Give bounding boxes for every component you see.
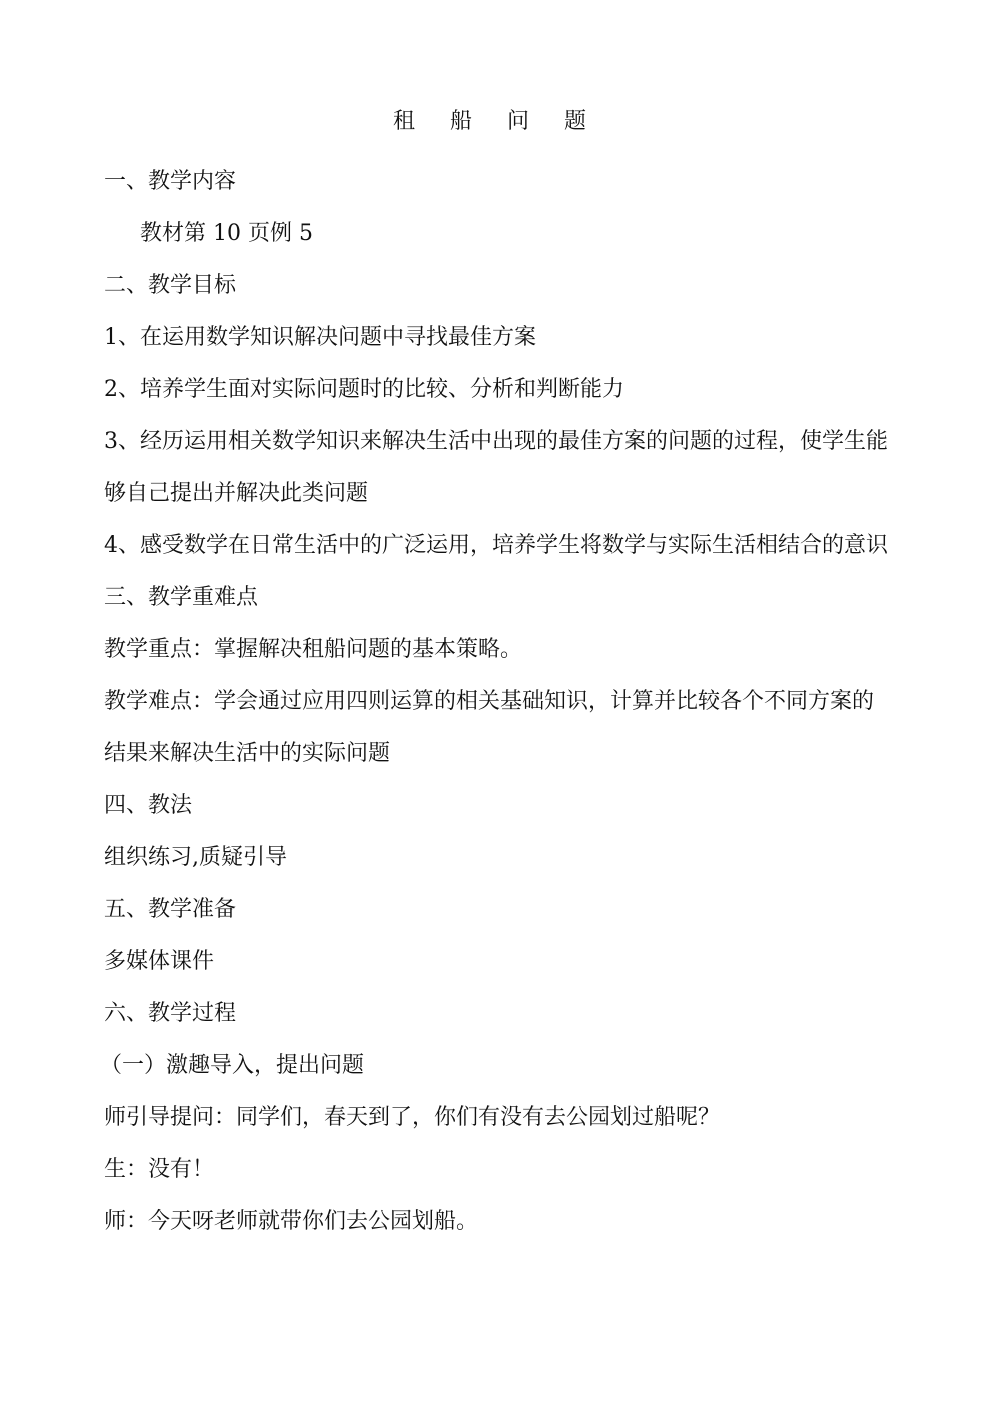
section-heading-key-points: 三、教学重难点	[104, 585, 259, 610]
document-body	[100, 156, 889, 1248]
teaching-method-text: 组织练习,质疑引导	[104, 845, 287, 870]
key-point-text: 教学重点：掌握解决租船问题的基本策略。	[104, 637, 523, 662]
teacher-statement: 师：今天呀老师就带你们去公园划船。	[104, 1209, 479, 1234]
student-answer: 生：没有！	[104, 1157, 215, 1182]
preparation-text: 多媒体课件	[104, 949, 215, 974]
goal-item-3: 3、经历运用相关数学知识来解决生活中出现的最佳方案的问题的过程，使学生能够自己提出并解决此类问题	[104, 429, 888, 506]
section-heading-teaching-content: 一、教学内容	[104, 169, 237, 194]
section-heading-teaching-process: 六、教学过程	[104, 1001, 237, 1026]
difficult-point-text: 教学难点：学会通过应用四则运算的相关基础知识，计算并比较各个不同方案的结果来解决生活中的实际问题	[104, 689, 875, 766]
section-heading-teaching-method: 四、教法	[104, 793, 193, 818]
section-heading-teaching-goals: 二、教学目标	[104, 273, 237, 298]
process-subheading-1: （一）激趣导入，提出问题	[100, 1053, 365, 1078]
goal-item-1: 1、在运用数学知识解决问题中寻找最佳方案	[104, 325, 536, 350]
textbook-reference: 教材第 10 页例 5	[140, 221, 313, 246]
section-heading-preparation: 五、教学准备	[104, 897, 237, 922]
goal-item-2: 2、培养学生面对实际问题时的比较、分析和判断能力	[104, 377, 624, 402]
goal-item-4: 4、感受数学在日常生活中的广泛运用，培养学生将数学与实际生活相结合的意识	[104, 533, 888, 558]
document-title: 租 船 问 题	[393, 109, 600, 134]
teacher-question: 师引导提问：同学们，春天到了，你们有没有去公园划过船呢？	[104, 1105, 721, 1130]
